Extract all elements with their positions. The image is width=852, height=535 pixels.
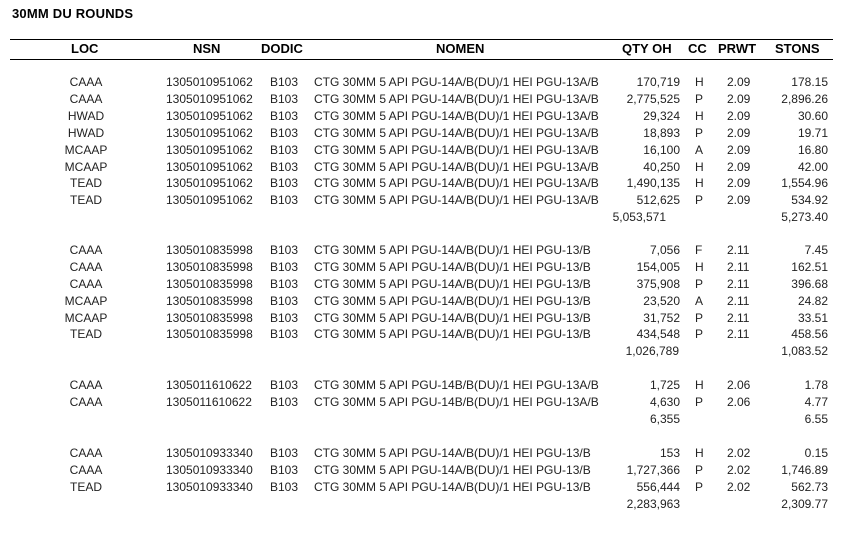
cell-loc: MCAAP — [64, 311, 108, 325]
table-row — [0, 277, 852, 293]
cell-stons: 7.45 — [804, 243, 828, 257]
subtotal-stons: 1,083.52 — [781, 344, 828, 358]
cell-nomen: CTG 30MM 5 API PGU-14B/B(DU)/1 HEI PGU-13A/B — [314, 378, 599, 392]
cell-cc: P — [695, 311, 704, 325]
subtotal-stons: 5,273.40 — [781, 210, 828, 224]
cell-qty-oh: 434,548 — [636, 327, 680, 341]
subtotal-qty: 6,355 — [649, 412, 680, 426]
table-row — [0, 143, 852, 159]
cell-qty-oh: 170,719 — [636, 75, 680, 89]
cell-nsn: 1305010951062 — [166, 143, 253, 157]
cell-qty-oh: 1,727,366 — [626, 463, 680, 477]
cell-nomen: CTG 30MM 5 API PGU-14A/B(DU)/1 HEI PGU-13A/B — [314, 193, 599, 207]
cell-nomen: CTG 30MM 5 API PGU-14A/B(DU)/1 HEI PGU-13/B — [314, 277, 591, 291]
cell-qty-oh: 1,490,135 — [626, 176, 680, 190]
header-loc: LOC — [71, 41, 99, 56]
subtotal-qty: 1,026,789 — [625, 344, 679, 358]
cell-prwt: 2.09 — [727, 109, 751, 123]
cell-nsn: 1305010951062 — [166, 193, 253, 207]
cell-cc: H — [695, 109, 704, 123]
cell-dodic: B103 — [270, 327, 299, 341]
cell-stons: 1,746.89 — [781, 463, 828, 477]
cell-qty-oh: 23,520 — [643, 294, 680, 308]
cell-loc: MCAAP — [64, 160, 108, 174]
header-cc: CC — [688, 41, 707, 56]
cell-dodic: B103 — [270, 176, 299, 190]
cell-stons: 4.77 — [804, 395, 828, 409]
cell-nomen: CTG 30MM 5 API PGU-14A/B(DU)/1 HEI PGU-13A/B — [314, 92, 599, 106]
cell-cc: P — [695, 463, 704, 477]
table-row — [0, 160, 852, 176]
cell-dodic: B103 — [270, 109, 299, 123]
cell-prwt: 2.06 — [727, 378, 751, 392]
cell-nsn: 1305010951062 — [166, 126, 253, 140]
cell-stons: 534.92 — [791, 193, 828, 207]
cell-loc: CAAA — [69, 446, 103, 460]
cell-prwt: 2.09 — [727, 143, 751, 157]
table-row — [0, 109, 852, 125]
cell-prwt: 2.09 — [727, 126, 751, 140]
cell-prwt: 2.09 — [727, 176, 751, 190]
table-row — [0, 176, 852, 192]
subtotal-row — [0, 497, 852, 513]
cell-nomen: CTG 30MM 5 API PGU-14A/B(DU)/1 HEI PGU-13/B — [314, 446, 591, 460]
cell-loc: HWAD — [67, 126, 105, 140]
cell-prwt: 2.11 — [727, 277, 750, 291]
cell-loc: HWAD — [67, 109, 105, 123]
cell-prwt: 2.02 — [727, 480, 751, 494]
cell-loc: CAAA — [69, 277, 103, 291]
cell-nsn: 1305010951062 — [166, 109, 253, 123]
header-prwt: PRWT — [718, 41, 757, 56]
header-qty-oh: QTY OH — [622, 41, 672, 56]
cell-dodic: B103 — [270, 193, 299, 207]
cell-dodic: B103 — [270, 294, 299, 308]
cell-qty-oh: 18,893 — [643, 126, 680, 140]
cell-nomen: CTG 30MM 5 API PGU-14A/B(DU)/1 HEI PGU-13/B — [314, 480, 591, 494]
cell-cc: P — [695, 277, 704, 291]
cell-stons: 1,554.96 — [781, 176, 828, 190]
cell-cc: H — [695, 446, 704, 460]
cell-dodic: B103 — [270, 75, 299, 89]
cell-prwt: 2.11 — [727, 243, 750, 257]
cell-cc: H — [695, 160, 704, 174]
cell-nsn: 1305010951062 — [166, 176, 253, 190]
cell-loc: MCAAP — [64, 143, 108, 157]
cell-prwt: 2.11 — [727, 294, 750, 308]
cell-cc: P — [695, 327, 704, 341]
header-nsn: NSN — [193, 41, 221, 56]
cell-stons: 16.80 — [797, 143, 828, 157]
header-dodic: DODIC — [261, 41, 303, 56]
cell-stons: 2,896.26 — [781, 92, 828, 106]
cell-qty-oh: 2,775,525 — [626, 92, 680, 106]
cell-cc: A — [695, 143, 704, 157]
table-row — [0, 243, 852, 259]
cell-nomen: CTG 30MM 5 API PGU-14A/B(DU)/1 HEI PGU-13A/B — [314, 176, 599, 190]
cell-stons: 562.73 — [791, 480, 828, 494]
cell-stons: 33.51 — [797, 311, 828, 325]
cell-stons: 396.68 — [791, 277, 828, 291]
cell-qty-oh: 153 — [659, 446, 680, 460]
cell-nomen: CTG 30MM 5 API PGU-14A/B(DU)/1 HEI PGU-13/B — [314, 311, 591, 325]
cell-loc: CAAA — [69, 92, 103, 106]
cell-cc: P — [695, 395, 704, 409]
cell-dodic: B103 — [270, 463, 299, 477]
table-row — [0, 395, 852, 411]
subtotal-stons: 6.55 — [804, 412, 828, 426]
cell-nomen: CTG 30MM 5 API PGU-14A/B(DU)/1 HEI PGU-13/B — [314, 294, 591, 308]
cell-loc: TEAD — [69, 176, 102, 190]
cell-stons: 178.15 — [791, 75, 828, 89]
cell-loc: CAAA — [69, 463, 103, 477]
cell-stons: 42.00 — [797, 160, 828, 174]
cell-nsn: 1305010951062 — [166, 92, 253, 106]
table-row — [0, 327, 852, 343]
cell-dodic: B103 — [270, 160, 299, 174]
table-row — [0, 75, 852, 91]
cell-cc: P — [695, 193, 704, 207]
cell-loc: TEAD — [69, 480, 102, 494]
cell-stons: 1.78 — [804, 378, 828, 392]
table-row — [0, 193, 852, 209]
table-row — [0, 463, 852, 479]
cell-nsn: 1305010951062 — [166, 160, 253, 174]
cell-stons: 162.51 — [791, 260, 828, 274]
cell-qty-oh: 29,324 — [643, 109, 680, 123]
cell-dodic: B103 — [270, 143, 299, 157]
cell-dodic: B103 — [270, 277, 299, 291]
cell-qty-oh: 40,250 — [643, 160, 680, 174]
cell-cc: F — [695, 243, 703, 257]
table-row — [0, 378, 852, 394]
cell-nsn: 1305010835998 — [166, 260, 253, 274]
cell-loc: TEAD — [69, 327, 102, 341]
cell-loc: CAAA — [69, 378, 103, 392]
cell-nomen: CTG 30MM 5 API PGU-14A/B(DU)/1 HEI PGU-13/B — [314, 243, 591, 257]
cell-cc: H — [695, 176, 704, 190]
cell-nomen: CTG 30MM 5 API PGU-14B/B(DU)/1 HEI PGU-13A/B — [314, 395, 599, 409]
cell-nomen: CTG 30MM 5 API PGU-14A/B(DU)/1 HEI PGU-13/B — [314, 327, 591, 341]
table-row — [0, 446, 852, 462]
cell-dodic: B103 — [270, 480, 299, 494]
subtotal-qty: 2,283,963 — [626, 497, 680, 511]
cell-nsn: 1305010835998 — [166, 311, 253, 325]
cell-dodic: B103 — [270, 126, 299, 140]
table-row — [0, 126, 852, 142]
report-title: 30MM DU ROUNDS — [12, 6, 134, 21]
cell-nomen: CTG 30MM 5 API PGU-14A/B(DU)/1 HEI PGU-13A/B — [314, 126, 599, 140]
cell-prwt: 2.02 — [727, 446, 751, 460]
cell-dodic: B103 — [270, 446, 299, 460]
subtotal-stons: 2,309.77 — [781, 497, 828, 511]
cell-nomen: CTG 30MM 5 API PGU-14A/B(DU)/1 HEI PGU-13A/B — [314, 75, 599, 89]
cell-dodic: B103 — [270, 395, 299, 409]
cell-prwt: 2.11 — [727, 311, 750, 325]
cell-nomen: CTG 30MM 5 API PGU-14A/B(DU)/1 HEI PGU-13/B — [314, 463, 591, 477]
header-nomen: NOMEN — [436, 41, 485, 56]
table-row — [0, 311, 852, 327]
cell-loc: CAAA — [69, 75, 103, 89]
table-row — [0, 260, 852, 276]
cell-stons: 0.15 — [804, 446, 828, 460]
cell-prwt: 2.02 — [727, 463, 751, 477]
cell-prwt: 2.09 — [727, 92, 751, 106]
cell-qty-oh: 1,725 — [649, 378, 680, 392]
cell-nomen: CTG 30MM 5 API PGU-14A/B(DU)/1 HEI PGU-13A/B — [314, 160, 599, 174]
cell-cc: P — [695, 92, 704, 106]
cell-nsn: 1305010835998 — [166, 294, 253, 308]
cell-loc: CAAA — [69, 260, 103, 274]
table-row — [0, 92, 852, 108]
cell-dodic: B103 — [270, 243, 299, 257]
cell-nsn: 1305010835998 — [166, 277, 253, 291]
cell-stons: 30.60 — [797, 109, 828, 123]
cell-qty-oh: 556,444 — [636, 480, 680, 494]
cell-prwt: 2.09 — [727, 75, 751, 89]
cell-cc: A — [695, 294, 704, 308]
cell-prwt: 2.11 — [727, 260, 750, 274]
table-row — [0, 294, 852, 310]
cell-qty-oh: 4,630 — [649, 395, 680, 409]
cell-qty-oh: 16,100 — [643, 143, 680, 157]
subtotal-qty: 5,053,571 — [612, 210, 666, 224]
cell-loc: MCAAP — [64, 294, 108, 308]
cell-stons: 19.71 — [797, 126, 828, 140]
cell-qty-oh: 375,908 — [636, 277, 680, 291]
cell-dodic: B103 — [270, 260, 299, 274]
cell-stons: 458.56 — [791, 327, 828, 341]
cell-stons: 24.82 — [797, 294, 828, 308]
cell-dodic: B103 — [270, 311, 299, 325]
subtotal-row — [0, 210, 852, 226]
cell-dodic: B103 — [270, 378, 299, 392]
cell-nsn: 1305010835998 — [166, 243, 253, 257]
cell-nsn: 1305010933340 — [166, 446, 253, 460]
cell-loc: CAAA — [69, 395, 103, 409]
cell-qty-oh: 512,625 — [636, 193, 680, 207]
cell-nomen: CTG 30MM 5 API PGU-14A/B(DU)/1 HEI PGU-13A/B — [314, 143, 599, 157]
cell-nsn: 1305011610622 — [166, 378, 252, 392]
cell-cc: H — [695, 75, 704, 89]
cell-nsn: 1305010835998 — [166, 327, 253, 341]
cell-cc: P — [695, 126, 704, 140]
cell-qty-oh: 31,752 — [643, 311, 680, 325]
cell-cc: H — [695, 260, 704, 274]
cell-nsn: 1305010933340 — [166, 480, 253, 494]
cell-nsn: 1305010951062 — [166, 75, 253, 89]
cell-loc: CAAA — [69, 243, 103, 257]
header-stons: STONS — [775, 41, 820, 56]
cell-qty-oh: 154,005 — [636, 260, 680, 274]
cell-cc: P — [695, 480, 704, 494]
cell-nomen: CTG 30MM 5 API PGU-14A/B(DU)/1 HEI PGU-13A/B — [314, 109, 599, 123]
subtotal-row — [0, 412, 852, 428]
cell-dodic: B103 — [270, 92, 299, 106]
cell-cc: H — [695, 378, 704, 392]
cell-nsn: 1305011610622 — [166, 395, 252, 409]
cell-loc: TEAD — [69, 193, 102, 207]
cell-prwt: 2.09 — [727, 193, 751, 207]
cell-prwt: 2.06 — [727, 395, 751, 409]
subtotal-row — [0, 344, 852, 360]
cell-prwt: 2.11 — [727, 327, 750, 341]
cell-qty-oh: 7,056 — [649, 243, 680, 257]
table-row — [0, 480, 852, 496]
cell-nsn: 1305010933340 — [166, 463, 253, 477]
cell-prwt: 2.09 — [727, 160, 751, 174]
cell-nomen: CTG 30MM 5 API PGU-14A/B(DU)/1 HEI PGU-13/B — [314, 260, 591, 274]
